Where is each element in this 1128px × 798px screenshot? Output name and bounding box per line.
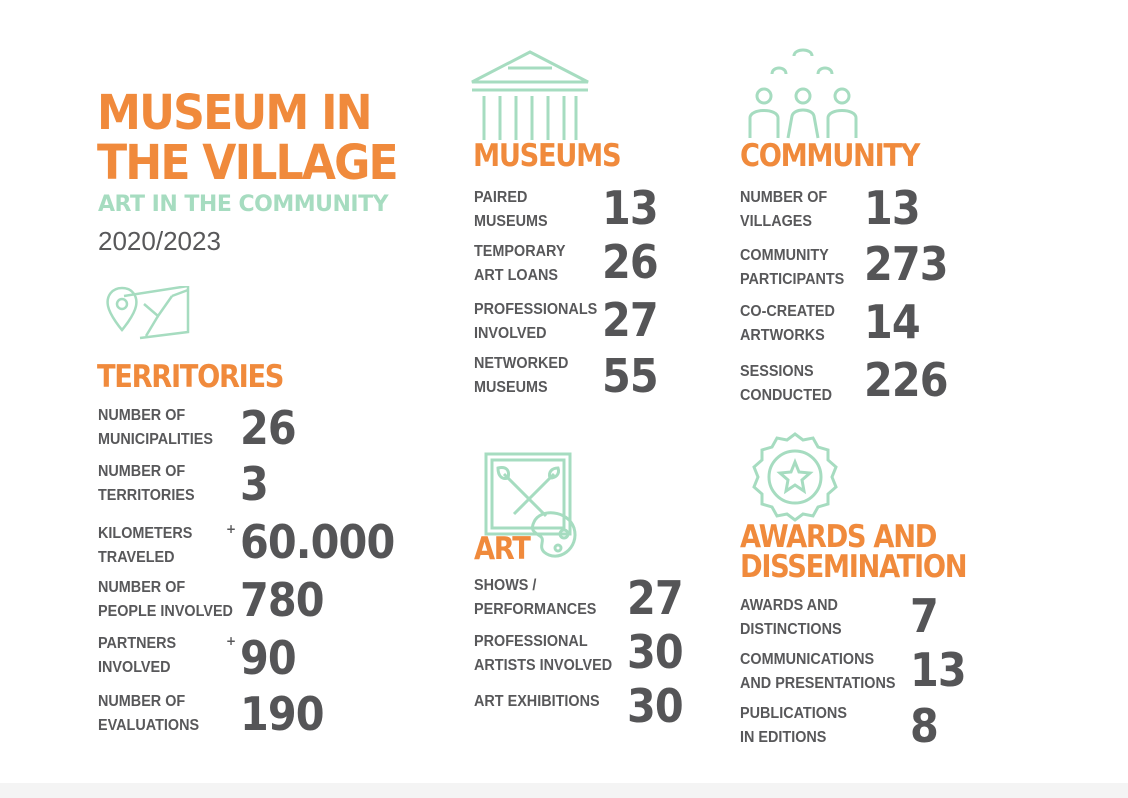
territories-stat-label: TERRITORIES	[98, 487, 195, 504]
plus-prefix: +	[226, 634, 237, 648]
community-stat-value: 273	[864, 237, 948, 291]
community-stat-label: PARTICIPANTS	[740, 271, 845, 288]
awards-stat-label: COMMUNICATIONS	[740, 651, 875, 668]
art-stat-label: ARTISTS INVOLVED	[474, 657, 613, 674]
map-pin-icon	[104, 286, 190, 346]
territories-stat-label: TRAVELED	[98, 549, 175, 566]
museums-stat-value: 55	[602, 349, 658, 403]
museums-title: MUSEUMS	[473, 138, 621, 174]
territories-stat-label: KILOMETERS	[98, 525, 193, 542]
community-stat-value: 14	[864, 295, 920, 349]
territories-stat-label: PEOPLE INVOLVED	[98, 603, 233, 620]
territories-stat-label: INVOLVED	[98, 659, 171, 676]
territories-stat-value: 26	[240, 401, 296, 455]
territories-stat-label: EVALUATIONS	[98, 717, 200, 734]
awards-title-line1: AWARDS AND	[740, 519, 937, 555]
museum-building-icon	[468, 48, 592, 140]
page-bottom-edge	[0, 783, 1128, 798]
awards-stat-label: IN EDITIONS	[740, 729, 827, 746]
community-stat-label: CONDUCTED	[740, 387, 832, 404]
awards-stat-value: 8	[910, 699, 938, 753]
community-stat-label: CO-CREATED	[740, 303, 835, 320]
people-group-icon	[748, 46, 864, 140]
museums-stat-label: TEMPORARY	[474, 243, 566, 260]
year-range: 2020/2023	[98, 226, 221, 256]
page-title-line1: MUSEUM IN	[97, 85, 371, 141]
awards-stat-value: 7	[910, 589, 938, 643]
awards-stat-label: AWARDS AND	[740, 597, 838, 614]
museums-stat-value: 13	[602, 181, 658, 235]
community-stat-label: ARTWORKS	[740, 327, 825, 344]
territories-stat-label: NUMBER OF	[98, 407, 186, 424]
museums-stat-value: 26	[602, 235, 658, 289]
art-title: ART	[474, 531, 530, 567]
territories-stat-label: NUMBER OF	[98, 693, 186, 710]
territories-stat-value: 90	[240, 631, 296, 685]
awards-stat-label: PUBLICATIONS	[740, 705, 847, 722]
museums-stat-label: NETWORKED	[474, 355, 569, 372]
page-subtitle: ART IN THE COMMUNITY	[98, 192, 389, 217]
territories-stat-label: NUMBER OF	[98, 463, 186, 480]
museums-stat-label: MUSEUMS	[474, 379, 548, 396]
art-stat-label: PROFESSIONAL	[474, 633, 588, 650]
museums-stat-label: INVOLVED	[474, 325, 547, 342]
museums-stat-label: PAIRED	[474, 189, 528, 206]
territories-stat-value: 60.000	[240, 515, 395, 569]
art-stat-label: PERFORMANCES	[474, 601, 597, 618]
community-stat-label: NUMBER OF	[740, 189, 828, 206]
awards-stat-label: DISTINCTIONS	[740, 621, 842, 638]
plus-prefix: +	[226, 522, 237, 536]
territories-title: TERRITORIES	[97, 359, 284, 395]
territories-stat-value: 190	[240, 687, 324, 741]
community-stat-label: VILLAGES	[740, 213, 813, 230]
territories-stat-value: 780	[240, 573, 324, 627]
territories-stat-label: MUNICIPALITIES	[98, 431, 213, 448]
art-stat-label: SHOWS /	[474, 577, 537, 594]
community-stat-label: COMMUNITY	[740, 247, 829, 264]
territories-stat-value: 3	[240, 457, 268, 511]
awards-stat-value: 13	[910, 643, 966, 697]
museums-stat-label: PROFESSIONALS	[474, 301, 598, 318]
art-stat-value: 30	[627, 625, 683, 679]
community-stat-value: 13	[864, 181, 920, 235]
art-stat-label: ART EXHIBITIONS	[474, 693, 600, 710]
community-stat-label: SESSIONS	[740, 363, 814, 380]
museums-stat-label: MUSEUMS	[474, 213, 548, 230]
art-stat-value: 30	[627, 679, 683, 733]
territories-stat-label: NUMBER OF	[98, 579, 186, 596]
community-title: COMMUNITY	[740, 138, 920, 174]
community-stat-value: 226	[864, 353, 948, 407]
page-title-line2: THE VILLAGE	[97, 135, 397, 191]
awards-stat-label: AND PRESENTATIONS	[740, 675, 896, 692]
award-medal-icon	[748, 430, 842, 524]
museums-stat-label: ART LOANS	[474, 267, 558, 284]
awards-title-line2: DISSEMINATION	[740, 549, 967, 585]
art-stat-value: 27	[627, 571, 683, 625]
museums-stat-value: 27	[602, 293, 658, 347]
territories-stat-label: PARTNERS	[98, 635, 177, 652]
